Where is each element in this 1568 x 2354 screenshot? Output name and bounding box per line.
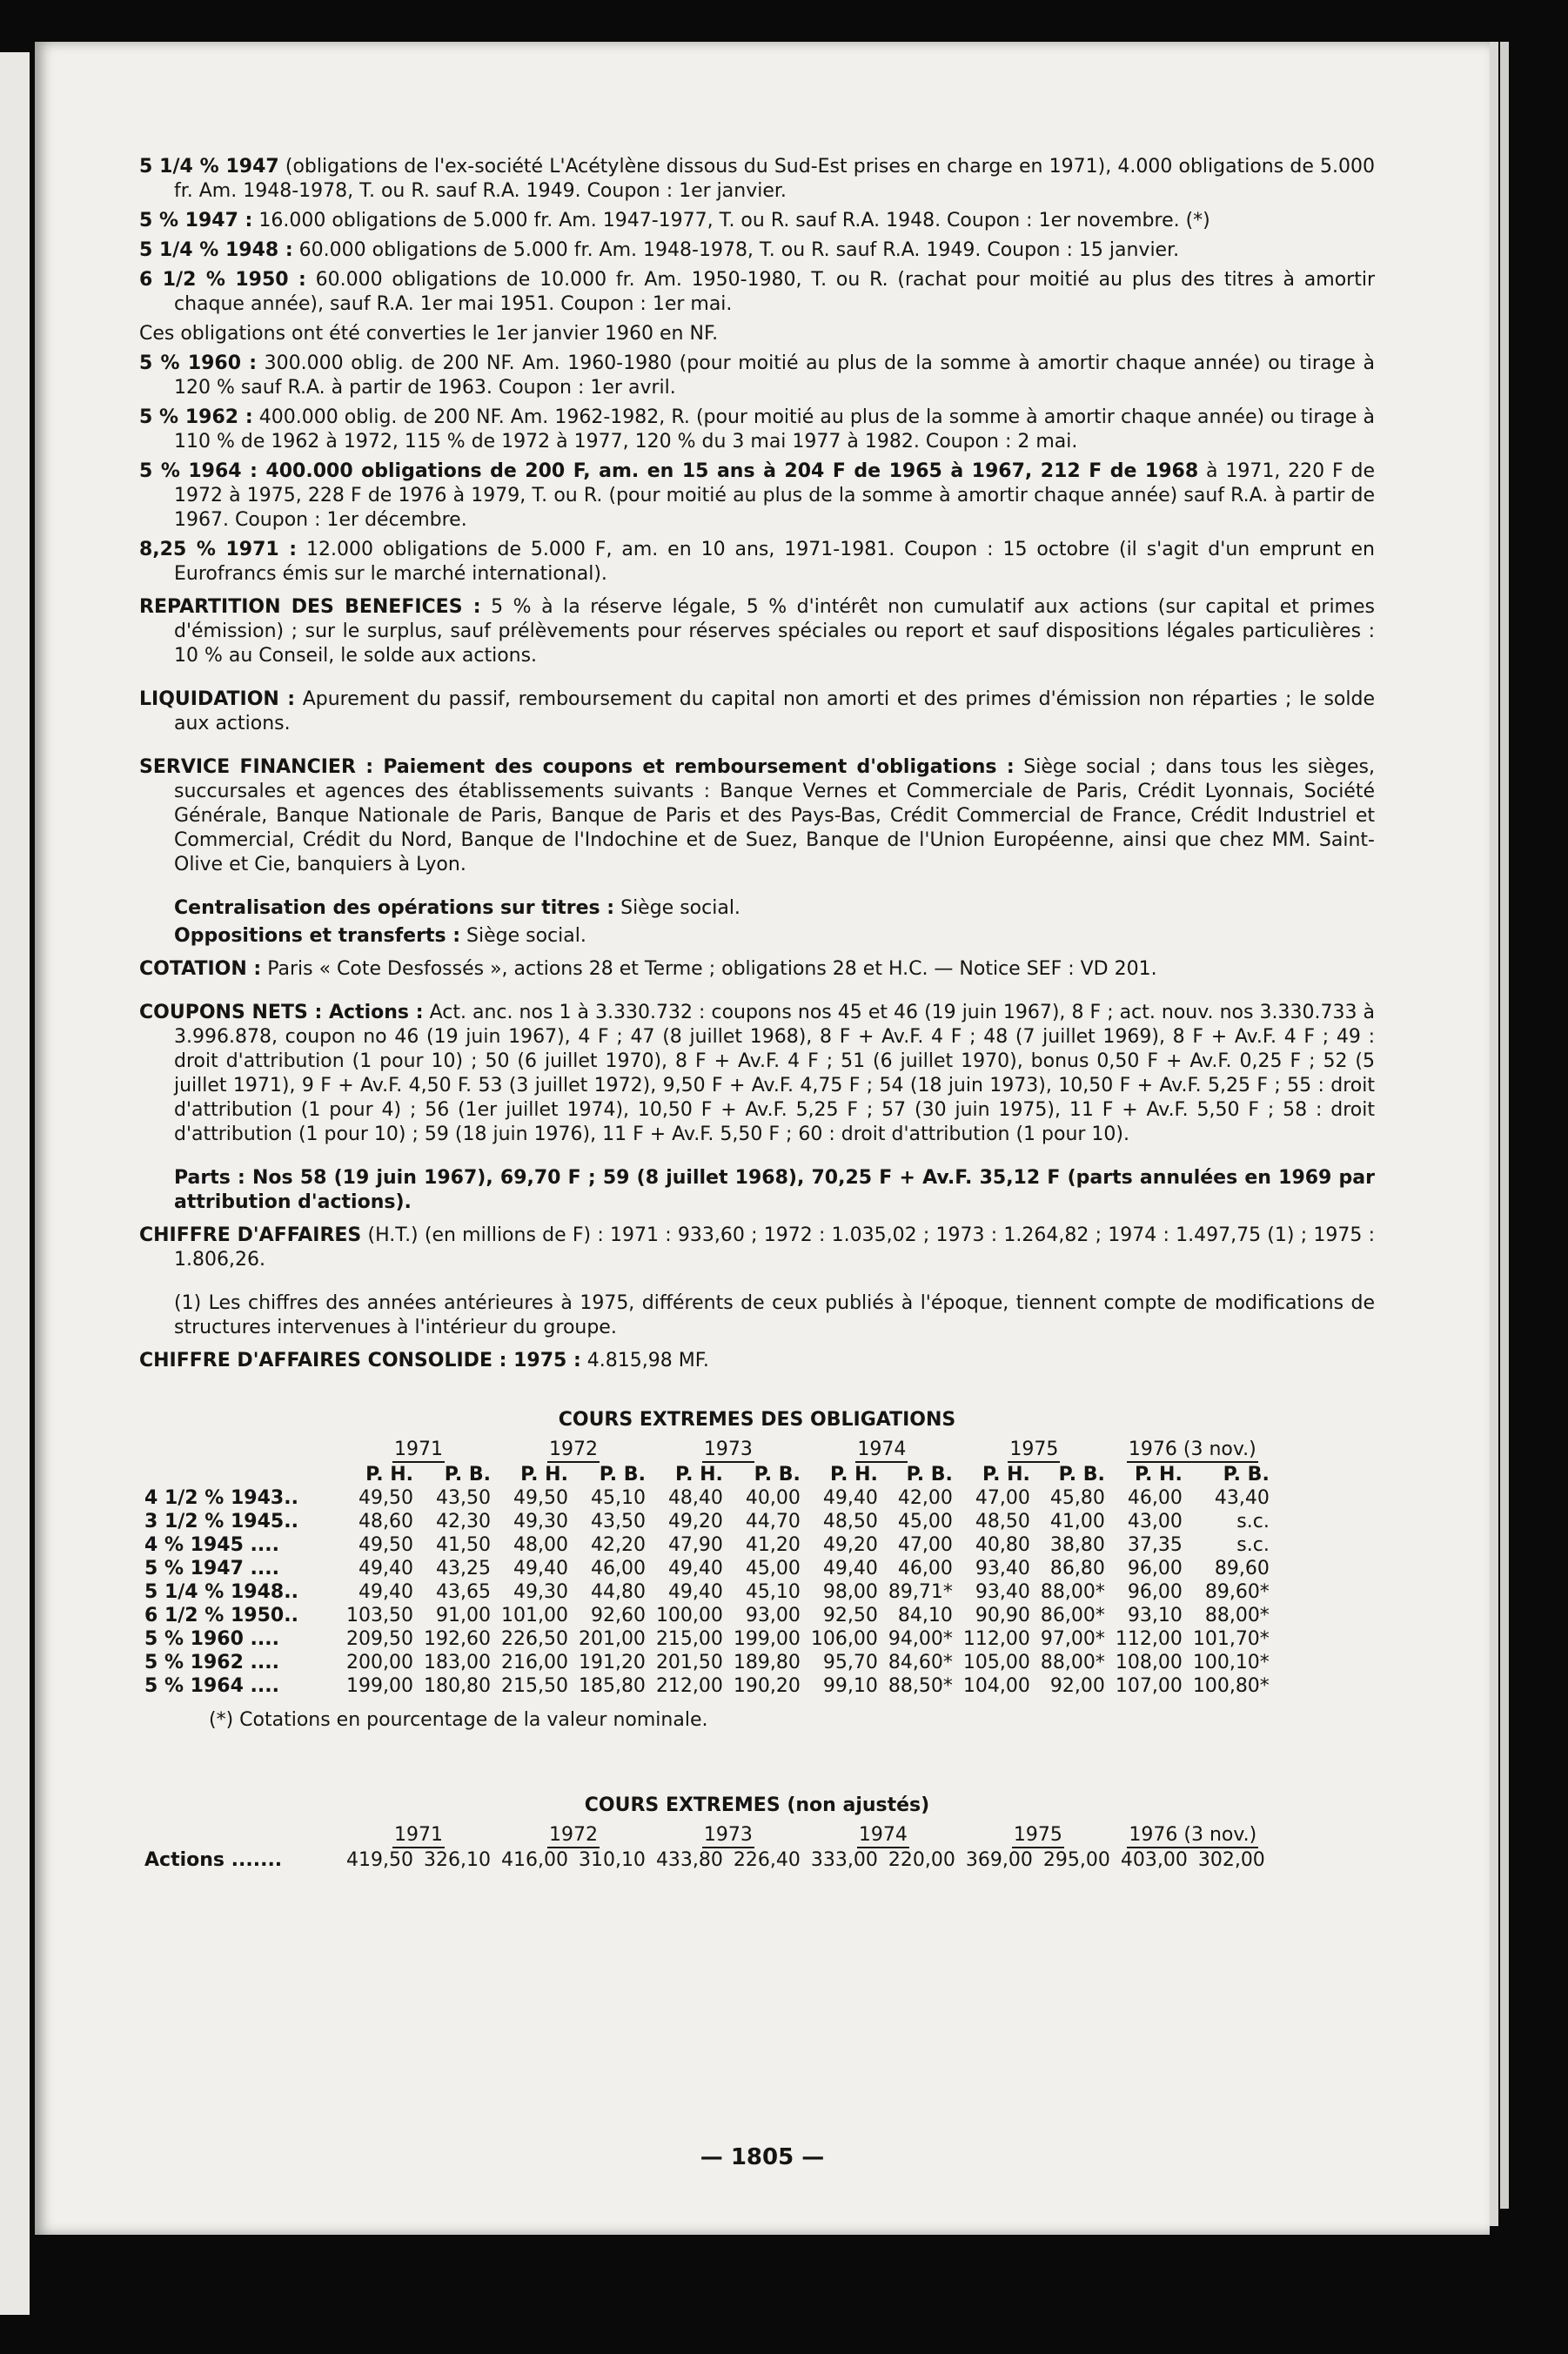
bond-issue-head: 5 1/4 % 1948 :	[139, 239, 293, 261]
table-cell: 43,50	[590, 1511, 646, 1532]
table-cell: 49,40	[822, 1558, 878, 1579]
table-cell: 189,80	[733, 1652, 801, 1673]
bond-issue-text: Ces obligations ont été converties le 1er janvier 1960 en NF.	[139, 323, 719, 345]
table-cell: 47,90	[667, 1534, 723, 1556]
actions-table-title: COURS EXTREMES (non ajustés)	[584, 1794, 930, 1816]
ph-header: P. H.	[365, 1464, 413, 1486]
year-header	[1116, 1823, 1270, 1848]
table-cell: 100,80*	[1192, 1675, 1270, 1697]
table-cell: 49,30	[513, 1581, 568, 1603]
table-cell: 43,50	[435, 1487, 491, 1509]
year-header	[341, 1823, 496, 1848]
table-cell: 215,00	[655, 1628, 723, 1650]
table-cell: 45,00	[745, 1558, 801, 1579]
year-header	[651, 1823, 806, 1848]
bond-issue-head: 5 1/4 % 1947	[139, 156, 279, 178]
table-cell: 105,00	[962, 1652, 1030, 1673]
table-cell: 49,20	[822, 1534, 878, 1556]
table-cell: 38,80	[1049, 1534, 1105, 1556]
document-page	[35, 42, 1490, 2235]
bond-issue-text: (obligations de l'ex-société L'Acétylène dissous du Sud-Est prises en charge en 1971), 4.000 obligations de 5.000 fr. Am. 1948-1978, T. ou R. sauf R.A. 1949. Coupon : 1er janvier.	[174, 156, 1375, 202]
table-cell: 88,00*	[1204, 1605, 1270, 1626]
table-row	[139, 1627, 1275, 1651]
table-cell: 215,50	[500, 1675, 568, 1697]
table-cell: 86,80	[1049, 1558, 1105, 1579]
row-label: 4 1/2 % 1943..	[144, 1487, 298, 1509]
table-cell: 108,00	[1115, 1652, 1183, 1673]
table-cell: 45,00	[897, 1511, 953, 1532]
table-cell: 96,00	[1127, 1581, 1183, 1603]
year-header	[651, 1438, 806, 1463]
table-cell: 42,20	[590, 1534, 646, 1556]
table-cell: 93,40	[975, 1581, 1030, 1603]
table-cell: 41,20	[745, 1534, 801, 1556]
table-cell: 88,50*	[888, 1675, 953, 1697]
header-spacer	[139, 1438, 341, 1463]
table-cell: 199,00	[733, 1628, 801, 1650]
table-cell: 42,00	[897, 1487, 953, 1509]
year-label: 1975	[1012, 1823, 1064, 1848]
table-cell: 49,50	[358, 1487, 413, 1509]
actions-table	[139, 1823, 1270, 1872]
table-cell: 43,40	[1214, 1487, 1270, 1509]
table-cell: 92,00	[1049, 1675, 1105, 1697]
table-cell: 93,40	[975, 1558, 1030, 1579]
table-cell: 302,00	[1197, 1849, 1265, 1871]
table-cell: 183,00	[423, 1652, 491, 1673]
bond-issue-text: à 1971, 220 F de 1972 à 1975, 228 F de 1976 à 1979, T. ou R. (pour moitié au plus de la somme à amortir chaque année) sauf R.A. à partir de 1967. Coupon : 1er décembre.	[174, 460, 1376, 531]
row-label: 5 % 1964 ....	[144, 1675, 279, 1697]
table-cell: 103,50	[346, 1605, 413, 1626]
year-header	[1110, 1438, 1275, 1463]
table-cell: 112,00	[962, 1628, 1030, 1650]
table-cell: 107,00	[1115, 1675, 1183, 1697]
table-cell: 101,70*	[1192, 1628, 1270, 1650]
table-cell: 41,00	[1049, 1511, 1105, 1532]
left-page-edge	[0, 52, 30, 2315]
bond-issue-entry	[139, 322, 1375, 346]
row-label: 6 1/2 % 1950..	[144, 1605, 298, 1626]
table-cell: 44,80	[590, 1581, 646, 1603]
table-cell: 43,65	[435, 1581, 491, 1603]
table-cell: 201,50	[655, 1652, 723, 1673]
section-repartition: REPARTITION DES BENEFICES : 5 % à la réserve légale, 5 % d'intérêt non cumulatif aux actions (sur capital et primes d'émission) ; sur le surplus, sauf prélèvements pour réserves spéciales ou report et sauf dispositions légales particulières : 10 % au Conseil, le solde aux actions.	[139, 596, 1375, 667]
year-label: 1972	[547, 1438, 600, 1463]
table-cell: 199,00	[346, 1675, 413, 1697]
row-label: 5 % 1962 ....	[144, 1652, 279, 1673]
bond-issue-entry	[139, 268, 1375, 317]
row-label: 5 1/4 % 1948..	[144, 1581, 298, 1603]
page-number: — 1805 —	[700, 2144, 825, 2170]
table-cell: 44,70	[745, 1511, 801, 1532]
table-cell: 43,00	[1127, 1511, 1183, 1532]
row-label: 5 % 1947 ....	[144, 1558, 279, 1579]
row-label: 3 1/2 % 1945..	[144, 1511, 298, 1532]
section-cotation: COTATION : Paris « Cote Desfossés », actions 28 et Terme ; obligations 28 et H.C. — Notice SEF : VD 201.	[139, 958, 1157, 980]
table-cell: 47,00	[975, 1487, 1030, 1509]
table-cell: 94,00*	[888, 1628, 953, 1650]
table-cell: 191,20	[578, 1652, 646, 1673]
pb-header: P. B.	[1223, 1464, 1270, 1486]
section-service-financier: SERVICE FINANCIER : Paiement des coupons et remboursement d'obligations : Siège social ; dans tous les sièges, succursales et agences des établissements suivants : Banque Vernes et Commerciale de Paris, Crédit Lyonnais, Société Générale, Banque Nationale de Paris, Banque de Paris et des Pays-Bas, Crédit Commercial de France, Crédit Industriel et Commercial, Crédit du Nord, Banque de l'Indochine et de Suez, Banque de l'Union Européenne, ainsi que chez MM. Saint-Olive et Cie, banquiers à Lyon.	[139, 756, 1375, 875]
bond-issues-list	[139, 155, 1375, 587]
table-cell: 112,00	[1115, 1628, 1183, 1650]
year-label: 1976 (3 nov.)	[1127, 1438, 1258, 1463]
table-cell: 89,60*	[1204, 1581, 1270, 1603]
table-cell: 93,00	[745, 1605, 801, 1626]
table-cell: 40,80	[975, 1534, 1030, 1556]
year-label: 1971	[392, 1438, 445, 1463]
year-label: 1973	[702, 1823, 754, 1848]
ph-header: P. H.	[1134, 1464, 1183, 1486]
table-cell: 48,50	[822, 1511, 878, 1532]
table-cell: 106,00	[810, 1628, 878, 1650]
table-cell: 37,35	[1127, 1534, 1183, 1556]
bond-issue-head: 5 % 1964 : 400.000 obligations de 200 F, am. en 15 ans à 204 F de 1965 à 1967, 212 F de 1968	[139, 460, 1199, 482]
header-spacer	[139, 1823, 341, 1848]
table-cell: s.c.	[1236, 1511, 1270, 1532]
table-cell: 104,00	[962, 1675, 1030, 1697]
table-cell: 48,40	[667, 1487, 723, 1509]
table-cell: 49,40	[667, 1581, 723, 1603]
bond-issue-entry	[139, 459, 1375, 533]
table-cell: 95,70	[822, 1652, 878, 1673]
table-cell: 100,00	[655, 1605, 723, 1626]
year-header	[341, 1438, 496, 1463]
bond-issue-entry	[139, 352, 1375, 400]
pb-header: P. B.	[599, 1464, 646, 1486]
table-cell: 49,50	[513, 1487, 568, 1509]
page-content	[139, 155, 1375, 1872]
section-liquidation: LIQUIDATION : Apurement du passif, remboursement du capital non amorti et des primes d'émission non réparties ; le solde aux actions.	[139, 688, 1375, 734]
table-cell: 226,50	[500, 1628, 568, 1650]
table-cell: 226,40	[733, 1849, 801, 1871]
bond-issue-text: 300.000 oblig. de 200 NF. Am. 1960-1980 (pour moitié au plus de la somme à amortir chaque année) ou tirage à 120 % sauf R.A. à partir de 1963. Coupon : 1er avril.	[174, 352, 1375, 399]
year-label: 1974	[857, 1823, 909, 1848]
year-header	[496, 1438, 651, 1463]
table-cell: 201,00	[578, 1628, 646, 1650]
table-cell: 49,40	[513, 1558, 568, 1579]
section-centralisation: Centralisation des opérations sur titres : Siège social.	[174, 897, 740, 919]
year-header	[806, 1823, 961, 1848]
table-row	[139, 1604, 1275, 1627]
table-cell: 41,50	[435, 1534, 491, 1556]
table-cell: 212,00	[655, 1675, 723, 1697]
table-cell: 92,60	[590, 1605, 646, 1626]
table-row	[139, 1533, 1275, 1557]
table-cell: 49,40	[358, 1558, 413, 1579]
table-cell: 90,90	[975, 1605, 1030, 1626]
pb-header: P. B.	[444, 1464, 491, 1486]
table-cell: 96,00	[1127, 1558, 1183, 1579]
table-cell: 45,10	[590, 1487, 646, 1509]
table-cell: 101,00	[500, 1605, 568, 1626]
table-row	[139, 1651, 1275, 1674]
bond-issue-text: 400.000 oblig. de 200 NF. Am. 1962-1982, R. (pour moitié au plus de la somme à amortir chaque année) ou tirage à 110 % de 1962 à 1972, 115 % de 1972 à 1977, 120 % du 3 mai 1977 à 1982. Coupon : 2 mai.	[174, 406, 1375, 453]
table-cell: 416,00	[500, 1849, 568, 1871]
obligations-footnote: (*) Cotations en pourcentage de la valeur nominale.	[209, 1709, 708, 1731]
table-cell: 89,60	[1214, 1558, 1270, 1579]
section-chiffre-affaires: CHIFFRE D'AFFAIRES (H.T.) (en millions de F) : 1971 : 933,60 ; 1972 : 1.035,02 ; 1973 : 1.264,82 ; 1974 : 1.497,75 (1) ; 1975 : 1.806,26.	[139, 1224, 1376, 1271]
bond-issue-text: 12.000 obligations de 5.000 F, am. en 10 ans, 1971-1981. Coupon : 15 octobre (il s'agit d'un emprunt en Eurofrancs émis sur le marché international).	[174, 539, 1375, 585]
year-label: 1973	[702, 1438, 754, 1463]
bond-issue-text: 60.000 obligations de 5.000 fr. Am. 1948-1978, T. ou R. sauf R.A. 1949. Coupon : 15 janvier.	[292, 239, 1180, 261]
table-cell: 84,60*	[888, 1652, 953, 1673]
table-cell: 49,50	[358, 1534, 413, 1556]
table-cell: 216,00	[500, 1652, 568, 1673]
table-cell: 333,00	[810, 1849, 878, 1871]
table-cell: 49,40	[822, 1487, 878, 1509]
table-cell: 433,80	[655, 1849, 723, 1871]
year-header	[806, 1438, 958, 1463]
row-label: 4 % 1945 ....	[144, 1534, 279, 1556]
bond-issue-entry	[139, 238, 1375, 263]
bond-issue-text: 16.000 obligations de 5.000 fr. Am. 1947-1977, T. ou R. sauf R.A. 1948. Coupon : 1er novembre. (*)	[252, 210, 1210, 231]
table-cell: 48,00	[513, 1534, 568, 1556]
section-ca-consolide: CHIFFRE D'AFFAIRES CONSOLIDE : 1975 : 4.815,98 MF.	[139, 1350, 709, 1371]
table-cell: 45,10	[745, 1581, 801, 1603]
bond-issue-entry	[139, 209, 1375, 233]
header-spacer	[139, 1463, 341, 1486]
table-cell: 310,10	[578, 1849, 646, 1871]
table-cell: 86,00*	[1040, 1605, 1105, 1626]
table-cell: 47,00	[897, 1534, 953, 1556]
table-cell: 49,40	[667, 1558, 723, 1579]
ph-header: P. H.	[830, 1464, 878, 1486]
year-label: 1972	[547, 1823, 600, 1848]
year-label: 1974	[855, 1438, 908, 1463]
table-cell: 46,00	[1127, 1487, 1183, 1509]
section-parts: Parts : Nos 58 (19 juin 1967), 69,70 F ; 59 (8 juillet 1968), 70,25 F + Av.F. 35,12 F (parts annulées en 1969 par attribution d'actions).	[174, 1167, 1375, 1213]
bond-issue-head: 5 % 1962 :	[139, 406, 253, 428]
section-oppositions: Oppositions et transferts : Siège social.	[174, 925, 586, 947]
pb-header: P. B.	[906, 1464, 953, 1486]
table-cell: 92,50	[822, 1605, 878, 1626]
table-cell: 40,00	[745, 1487, 801, 1509]
table-cell: 84,10	[897, 1605, 953, 1626]
pb-header: P. B.	[1058, 1464, 1105, 1486]
table-cell: 91,00	[435, 1605, 491, 1626]
bond-issue-head: 8,25 % 1971 :	[139, 539, 298, 560]
table-row	[139, 1580, 1275, 1604]
table-cell: 97,00*	[1040, 1628, 1105, 1650]
table-cell: 46,00	[897, 1558, 953, 1579]
table-cell: 88,00*	[1040, 1581, 1105, 1603]
table-cell: 185,80	[578, 1675, 646, 1697]
row-label: Actions .......	[144, 1849, 283, 1871]
bond-issue-entry	[139, 538, 1375, 587]
table-cell: 45,80	[1049, 1487, 1105, 1509]
table-row	[139, 1510, 1275, 1533]
table-cell: 42,30	[435, 1511, 491, 1532]
bond-issue-head: 5 % 1960 :	[139, 352, 258, 374]
year-label: 1976 (3 nov.)	[1127, 1823, 1258, 1848]
year-label: 1971	[392, 1823, 445, 1848]
bond-issue-entry	[139, 406, 1375, 454]
year-label: 1975	[1008, 1438, 1060, 1463]
table-row	[139, 1486, 1275, 1510]
ph-header: P. H.	[675, 1464, 723, 1486]
table-row	[139, 1557, 1275, 1580]
bond-issue-text: 60.000 obligations de 10.000 fr. Am. 1950-1980, T. ou R. (rachat pour moitié au plus des titres à amortir chaque année), sauf R.A. 1er mai 1951. Coupon : 1er mai.	[174, 269, 1376, 315]
page-edge-1	[1490, 42, 1498, 2226]
table-cell: 88,00*	[1040, 1652, 1105, 1673]
table-cell: 100,10*	[1192, 1652, 1270, 1673]
row-label: 5 % 1960 ....	[144, 1628, 279, 1650]
table-cell: 49,30	[513, 1511, 568, 1532]
table-cell: 326,10	[423, 1849, 491, 1871]
table-cell: 48,50	[975, 1511, 1030, 1532]
bond-issue-entry	[139, 155, 1375, 204]
year-header	[961, 1823, 1116, 1848]
table-cell: 403,00	[1120, 1849, 1188, 1871]
table-cell: 192,60	[423, 1628, 491, 1650]
table-cell: 89,71*	[888, 1581, 953, 1603]
table-row	[139, 1674, 1275, 1698]
table-cell: 49,20	[667, 1511, 723, 1532]
subheader-row	[139, 1463, 1275, 1486]
table-cell: 190,20	[733, 1675, 801, 1697]
ca-footnote: (1) Les chiffres des années antérieures à 1975, différents de ceux publiés à l'époque, tiennent compte de modifications de structures intervenues à l'intérieur du groupe.	[174, 1292, 1375, 1338]
table-cell: 220,00	[888, 1849, 955, 1871]
table-cell: 295,00	[1042, 1849, 1110, 1871]
table-cell: 180,80	[423, 1675, 491, 1697]
page-edge-2	[1500, 42, 1509, 2209]
table-cell: 99,10	[822, 1675, 878, 1697]
table-cell: 369,00	[965, 1849, 1033, 1871]
section-coupons-nets: COUPONS NETS : Actions : Act. anc. nos 1 à 3.330.732 : coupons nos 45 et 46 (19 juin 1967), 8 F ; act. nouv. nos 3.330.733 à 3.996.878, coupon no 46 (19 juin 1967), 4 F ; 47 (8 juillet 1968), 8 F + Av.F. 4 F ; 48 (7 juillet 1969), 8 F + Av.F. 4 F ; 49 : droit d'attribution (1 pour 10) ; 50 (6 juillet 1970), 8 F + Av.F. 4 F ; 51 (6 juillet 1970), bonus 0,50 F + Av.F. 0,25 F ; 52 (5 juillet 1971), 9 F + Av.F. 4,50 F. 53 (3 juillet 1972), 9,50 F + Av.F. 4,75 F ; 54 (18 juin 1973), 10,50 F + Av.F. 5,25 F ; 55 : droit d'attribution (1 pour 4) ; 56 (1er juillet 1974), 10,50 F + Av.F. 5,25 F ; 57 (30 juin 1975), 11 F + Av.F. 5,50 F ; 58 : droit d'attribution (1 pour 10) ; 59 (18 juin 1976), 11 F + Av.F. 5,50 F ; 60 : droit d'attribution (1 pour 10).	[139, 1002, 1375, 1145]
table-cell: 43,25	[435, 1558, 491, 1579]
ph-header: P. H.	[982, 1464, 1030, 1486]
table-cell: 93,10	[1127, 1605, 1183, 1626]
years-header-row	[139, 1438, 1275, 1463]
year-header	[496, 1823, 651, 1848]
table-row	[139, 1848, 1270, 1872]
obligations-table-title: COURS EXTREMES DES OBLIGATIONS	[558, 1409, 956, 1431]
obligations-table	[139, 1438, 1275, 1698]
bond-issue-head: 5 % 1947 :	[139, 210, 253, 231]
table-cell: 49,40	[358, 1581, 413, 1603]
pb-header: P. B.	[754, 1464, 801, 1486]
table-cell: 48,60	[358, 1511, 413, 1532]
table-cell: 209,50	[346, 1628, 413, 1650]
year-header	[958, 1438, 1110, 1463]
ph-header: P. H.	[520, 1464, 568, 1486]
table-cell: 98,00	[822, 1581, 878, 1603]
table-cell: 200,00	[346, 1652, 413, 1673]
bond-issue-head: 6 1/2 % 1950 :	[139, 269, 306, 291]
table-cell: 419,50	[346, 1849, 413, 1871]
table-cell: s.c.	[1236, 1534, 1270, 1556]
years-header-row	[139, 1823, 1270, 1848]
table-cell: 46,00	[590, 1558, 646, 1579]
